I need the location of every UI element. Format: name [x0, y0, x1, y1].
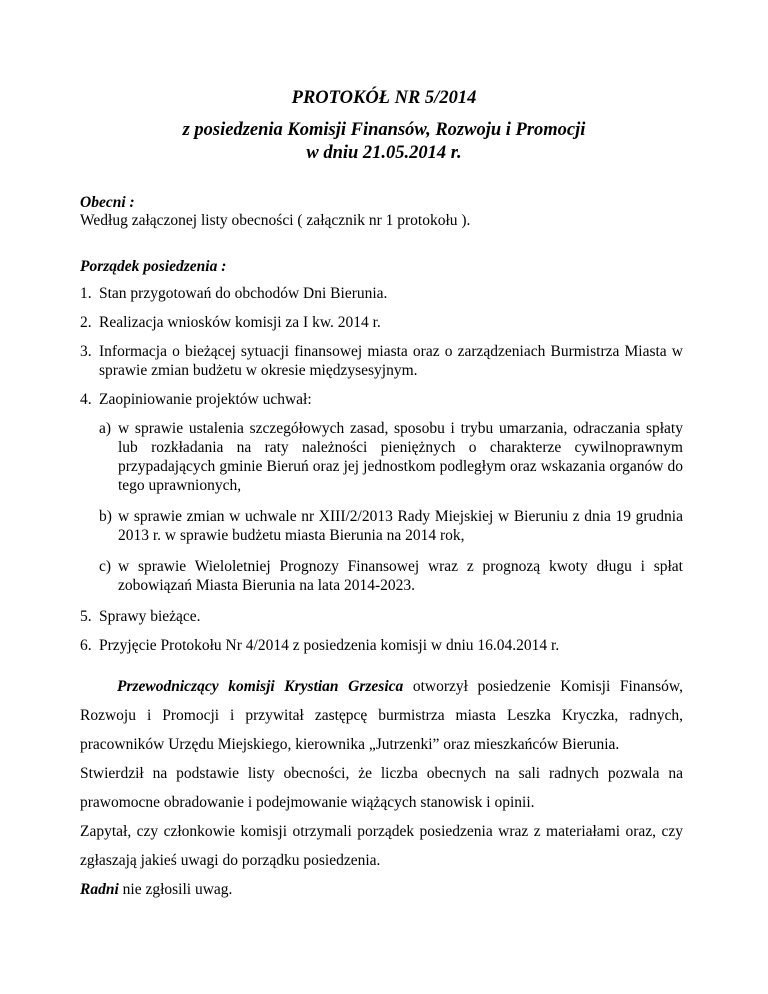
- agenda-subitem-text: w sprawie ustalenia szczegółowych zasad, sposobu i trybu umarzania, odraczania spłaty lub rozkładania na raty należności pieniężnych o charakterze cywilnoprawnym przypadających gminie Bieruń oraz jej jednostkom podległym oraz wskazania organów do tego uprawnionych,: [118, 420, 683, 494]
- agenda-subitem: [99, 557, 683, 595]
- agenda-item-text: Realizacja wniosków komisji za I kw. 2014 r.: [99, 314, 381, 331]
- agenda-item-text: Informacja o bieżącej sytuacji finansowej miasta oraz o zarządzeniach Burmistrza Miasta w sprawie zmian budżetu w okresie międzysesyjnym.: [99, 343, 683, 379]
- agenda-item: [80, 607, 683, 626]
- paragraph-text: nie zgłosili uwag.: [118, 881, 233, 898]
- agenda-item-text: Stan przygotowań do obchodów Dni Bierunia.: [99, 285, 388, 302]
- minutes-paragraph: Stwierdził na podstawie listy obecności, że liczba obecnych na sali radnych pozwala na prawomocne obradowanie i podejmowanie wiążących stanowisk i opinii.: [80, 765, 683, 811]
- agenda-list: [80, 284, 683, 665]
- agenda-subitem-mark: a): [99, 420, 112, 437]
- agenda-subitem-mark: c): [99, 558, 112, 575]
- agenda-item-text: Przyjęcie Protokołu Nr 4/2014 z posiedzenia komisji w dniu 16.04.2014 r.: [99, 637, 560, 654]
- document-subtitle-line2: w dniu 21.05.2014 r.: [306, 143, 462, 163]
- paragraph-text: otworzył posiedzenie Komisji Finansów, Rozwoju i Promocji i przywitał zastępcę burmistrza miasta Leszka Kryczka, radnych, pracowników Urzędu Miejskiego, kierownika „Jutrzenki” oraz mieszkańców Bierunia.: [80, 678, 683, 753]
- agenda-item-number: 4.: [80, 391, 92, 408]
- attendance-label: Obecni :: [80, 194, 135, 211]
- attendance-text: Według załączonej listy obecności ( załącznik nr 1 protokołu ).: [80, 212, 471, 229]
- agenda-item-number: 6.: [80, 637, 92, 654]
- minutes-body: [80, 672, 683, 904]
- agenda-subitem-text: w sprawie Wieloletniej Prognozy Finansowej wraz z prognozą kwoty długu i spłat zobowiązań Miasta Bierunia na lata 2014-2023.: [118, 558, 683, 594]
- chairman-name: Przewodniczący komisji Krystian Grzesica: [117, 678, 404, 695]
- agenda-subitem: [99, 507, 683, 545]
- agenda-item: [80, 636, 683, 655]
- agenda-item: [80, 390, 683, 595]
- agenda-sublist: [99, 419, 683, 595]
- agenda-item-text: Zaopiniowanie projektów uchwał:: [99, 391, 312, 408]
- agenda-item-number: 1.: [80, 285, 92, 302]
- agenda-item: [80, 342, 683, 380]
- agenda-item-text: Sprawy bieżące.: [99, 608, 201, 625]
- agenda-item: [80, 284, 683, 303]
- councillors-label: Radni: [80, 881, 119, 898]
- agenda-item-number: 2.: [80, 314, 92, 331]
- agenda-item-number: 5.: [80, 608, 92, 625]
- document-title: PROTOKÓŁ NR 5/2014: [291, 88, 477, 108]
- agenda-item: [80, 313, 683, 332]
- agenda-subitem-text: w sprawie zmian w uchwale nr XIII/2/2013 Rady Miejskiej w Bieruniu z dnia 19 grudnia 2013 r. w sprawie budżetu miasta Bierunia na 2014 rok,: [118, 508, 683, 544]
- minutes-paragraph: [80, 672, 683, 759]
- agenda-item-number: 3.: [80, 343, 92, 360]
- agenda-label: Porządek posiedzenia :: [80, 258, 227, 275]
- agenda-subitem-mark: b): [99, 508, 112, 525]
- agenda-subitem: [99, 419, 683, 495]
- document-subtitle-line1: z posiedzenia Komisji Finansów, Rozwoju i Promocji: [182, 120, 586, 140]
- minutes-paragraph: Zapytał, czy członkowie komisji otrzymali porządek posiedzenia wraz z materiałami oraz, czy zgłaszają jakieś uwagi do porządku posiedzenia.: [80, 823, 683, 869]
- minutes-paragraph: [80, 875, 683, 904]
